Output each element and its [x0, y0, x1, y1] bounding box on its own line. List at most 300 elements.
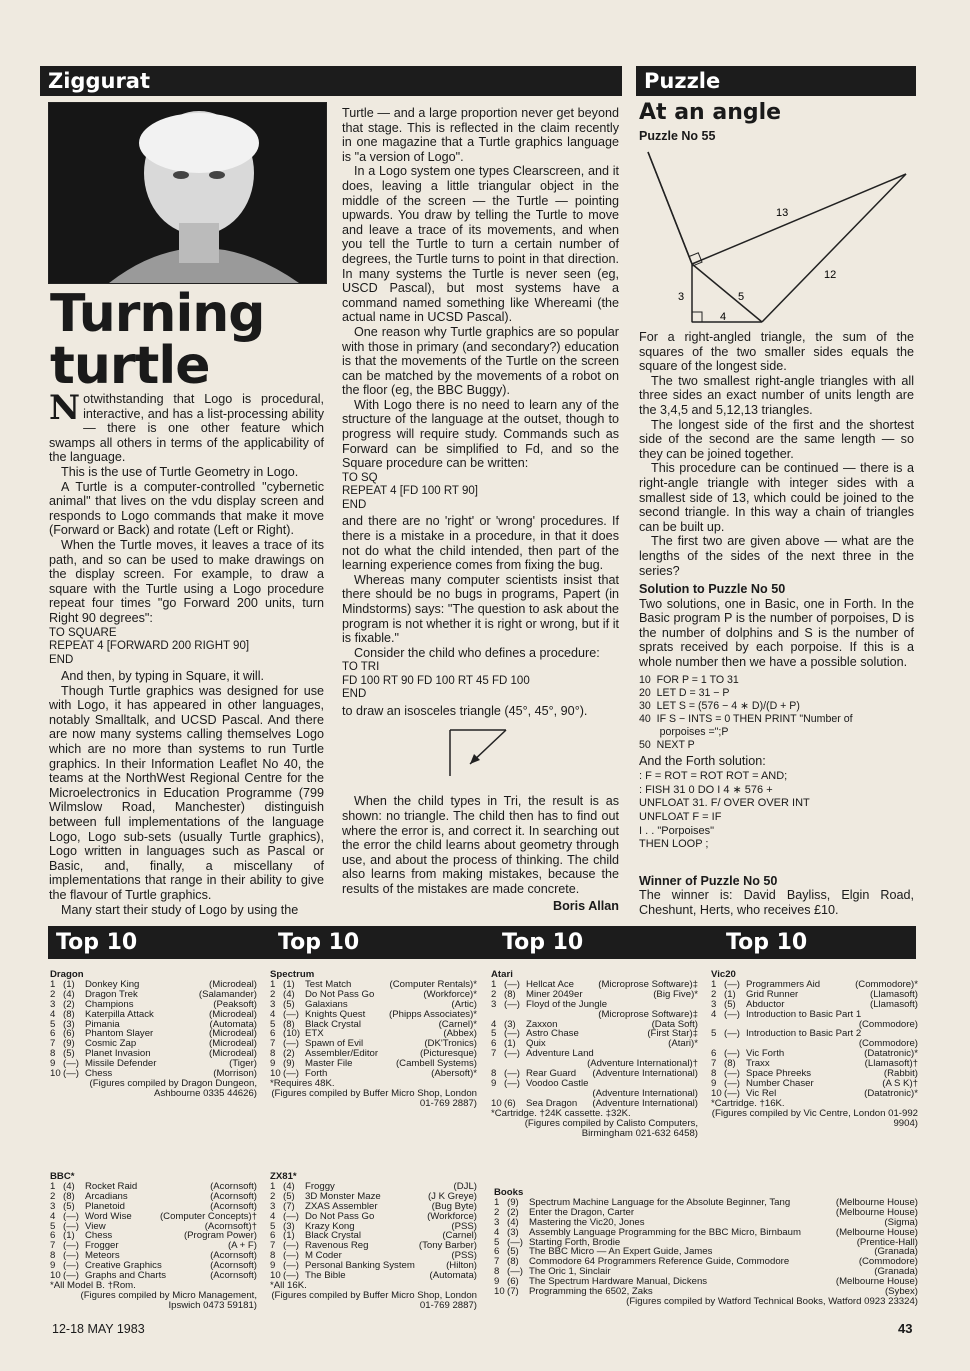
entry-last-week: (2) — [63, 998, 75, 1010]
entry-rank: 9 — [491, 1077, 497, 1089]
entry-last-week: (6) — [504, 1097, 516, 1109]
entry-last-week: (3) — [504, 1018, 516, 1030]
entry-publisher: (Cambell Systems) — [395, 1058, 477, 1070]
entry-publisher: (Prentice-Hall) — [856, 1236, 918, 1248]
chart-entry — [494, 1277, 918, 1287]
entry-title: Zaxxon — [526, 1019, 558, 1030]
entry-rank: 8 — [50, 1250, 56, 1262]
entry-last-week: (3) — [63, 1018, 75, 1030]
entry-last-week: (1) — [283, 978, 295, 990]
entry-rank: 2 — [494, 1206, 500, 1218]
entry-publisher: (Commodore)* — [855, 978, 918, 990]
list-source: (Figures compiled by Calisto Computers, Birmingham 021-632 6458) — [524, 1117, 698, 1139]
entry-rank: 1 — [711, 978, 717, 990]
top10-dragon — [50, 970, 257, 1099]
entry-rank: 4 — [270, 1008, 276, 1020]
entry-rank: 6 — [270, 1230, 276, 1242]
entry-last-week: (—) — [283, 1270, 299, 1282]
entry-publisher: (Commodore) — [858, 1256, 918, 1268]
entry-title: Introduction to Basic Part 2 — [746, 1029, 862, 1040]
article-paragraph: and there are no 'right' or 'wrong' procedures. If there is a mistake in a procedure, in that it does not do what the child intended, then part of the learning experience comes from fixing the bug. — [342, 514, 619, 573]
entry-last-week: (—) — [724, 1068, 740, 1080]
solution-heading: Solution to Puzzle No 50 — [639, 582, 786, 597]
entry-title: Planet Invasion — [85, 1049, 151, 1060]
article-paragraph: Many start their study of Logo by using the — [61, 902, 299, 917]
entry-title: Phantom Slayer — [85, 1029, 154, 1040]
entry-publisher: (Granada) — [874, 1266, 918, 1278]
entry-rank: 2 — [270, 1190, 276, 1202]
entry-last-week: (3) — [507, 1226, 519, 1238]
entry-last-week: (—) — [504, 1068, 520, 1080]
entry-publisher: (PSS) — [451, 1220, 477, 1232]
entry-publisher: (Acornsoft) — [210, 1270, 257, 1282]
top10-books — [494, 1188, 918, 1307]
entry-last-week: (—) — [63, 1220, 79, 1232]
entry-rank: 3 — [494, 1216, 500, 1228]
entry-title — [746, 1020, 859, 1030]
triangle-label-3: 3 — [678, 291, 685, 303]
entry-rank: 8 — [491, 1068, 497, 1080]
entry-last-week: (8) — [507, 1256, 519, 1268]
entry-last-week: (1) — [724, 988, 736, 1000]
list-title: Spectrum — [270, 969, 315, 980]
entry-publisher: (Llamasoft) — [870, 998, 918, 1010]
entry-publisher: (Melbourne House) — [835, 1276, 918, 1288]
entry-last-week: (4) — [507, 1216, 519, 1228]
top10-banner — [48, 926, 916, 959]
entry-publisher: (Tony Barber) — [418, 1240, 477, 1252]
entry-rank: 1 — [494, 1196, 500, 1208]
ziggurat-section-bar — [40, 66, 622, 96]
entry-publisher: (Carnel)* — [438, 1018, 477, 1030]
chart-entry — [491, 1029, 698, 1039]
entry-publisher: (A + F) — [227, 1240, 257, 1252]
entry-publisher: (Hilton) — [446, 1260, 477, 1272]
entry-rank: 8 — [494, 1266, 500, 1278]
entry-title: Creative Graphics — [85, 1261, 162, 1272]
entry-last-week: (—) — [504, 1048, 520, 1060]
chart-entry — [711, 1000, 918, 1010]
entry-rank: 9 — [270, 1058, 276, 1070]
article-paragraph: When the Turtle moves, it leaves a trace of its path, and so can be used to make drawings on the display screen. For example, to draw a square with the Turtle using a Logo procedure repeat four times "go Forward 200 units, turn Right 90 degrees": — [49, 537, 324, 625]
forth-intro: And the Forth solution: — [639, 753, 766, 768]
puzzle-paragraph: This procedure can be continued — there is a right-angle triangle with integer sides with a smallest side of 13, which could be joined to the second triangle. In this way a chain of triangles can be built up. — [639, 461, 914, 534]
puzzle-section-title: Puzzle — [644, 69, 721, 93]
list-note: *Cartridge. †16K. — [711, 1097, 785, 1109]
entry-last-week: (6) — [507, 1276, 519, 1288]
entry-publisher: (Adventure International)† — [587, 1058, 698, 1070]
entry-publisher: (Acornsoft) — [210, 1180, 257, 1192]
entry-rank: 2 — [711, 988, 717, 1000]
entry-title: ZXAS Assembler — [305, 1201, 378, 1212]
article-paragraph: Though Turtle graphics was designed for use with Logo, it has appeared in other languages, notably Smalltalk, and UCSD Pascal. And there are now many systems calling themselves Logo which are no more than systems to run Turtle graphics. In their Information Leaflet No 40, the teams at the NorthWest Regional Centre for the Microelectronics in Education Programme (799 Wilmslow Road, Manchester) distinguish between full implementations of the language Logo, Logo sub-sets (usually Turtle graphics), Logo written in languages such as Pascal or Basic, and, finally, a miscellany of implementations that range in their ability to give the flavour of Turtle graphics. — [49, 683, 324, 902]
triangle-label-13: 13 — [776, 207, 789, 219]
entry-last-week: (7) — [283, 1200, 295, 1212]
entry-last-week: (—) — [504, 1028, 520, 1040]
winner-paragraph: The winner is: David Bayliss, Elgin Road, Cheshunt, Herts, who receives £10. — [639, 888, 914, 917]
entry-last-week: (—) — [504, 998, 520, 1010]
entry-last-week: (8) — [63, 1190, 75, 1202]
entry-publisher: (Salamander) — [198, 988, 257, 1000]
entry-rank: 6 — [491, 1038, 497, 1050]
entry-publisher: (Program Power) — [183, 1230, 257, 1242]
entry-title: Programmers Aid — [746, 979, 821, 990]
top10-atari — [491, 970, 698, 1138]
entry-title: Black Crystal — [305, 1231, 361, 1242]
entry-publisher: (Workforce)* — [423, 988, 477, 1000]
entry-last-week: (3) — [283, 1220, 295, 1232]
entry-publisher: (Automata) — [209, 1018, 257, 1030]
top10-vic20 — [711, 970, 918, 1129]
footer-page-number: 43 — [898, 1321, 913, 1336]
entry-title: Froggy — [305, 1181, 335, 1192]
entry-rank: 6 — [711, 1048, 717, 1060]
entry-rank: 10 — [50, 1068, 61, 1080]
entry-last-week: (6) — [63, 1028, 75, 1040]
entry-publisher: (Tiger) — [229, 1058, 257, 1070]
entry-title: Do Not Pass Go — [305, 989, 375, 1000]
top10-label: Top 10 — [56, 930, 138, 955]
entry-title: Cosmic Zap — [85, 1039, 137, 1050]
entry-publisher: (Microprose Software)‡ — [598, 978, 698, 990]
top10-zx81 — [270, 1172, 477, 1311]
entry-last-week: (5) — [507, 1246, 519, 1258]
article-paragraph: This is the use of Turtle Geometry in Logo. — [61, 464, 299, 479]
list-note: (Figures compiled by Watford Technical Books, Watford 0923 23324) — [626, 1295, 918, 1307]
entry-rank: 7 — [494, 1256, 500, 1268]
entry-last-week: (—) — [283, 1250, 299, 1262]
entry-title: Mastering the Vic20, Jones — [529, 1217, 645, 1228]
entry-publisher: (Automata) — [429, 1270, 477, 1282]
triangle-label-12: 12 — [824, 269, 837, 281]
entry-publisher: (PSS) — [451, 1250, 477, 1262]
entry-title: Grid Runner — [746, 989, 799, 1000]
entry-last-week: (5) — [63, 1200, 75, 1212]
entry-publisher: (Acornsoft) — [210, 1190, 257, 1202]
entry-publisher: (Abbex) — [443, 1028, 477, 1040]
code-listing-sq: TO SQ REPEAT 4 [FD 100 RT 90] END — [342, 471, 478, 511]
entry-publisher: (Commodore) — [858, 1018, 918, 1030]
list-source: (Figures compiled by Buffer Micro Shop, London 01-769 2887) — [271, 1289, 477, 1311]
entry-last-week: (8) — [63, 1008, 75, 1020]
list-note: (Figures compiled by Dragon Dungeon, Ashbourne 0335 44626) — [89, 1077, 257, 1099]
entry-title: Pimania — [85, 1019, 120, 1030]
entry-title: Vic Forth — [746, 1049, 785, 1060]
entry-last-week: (—) — [507, 1266, 523, 1278]
entry-last-week: (—) — [63, 1250, 79, 1262]
entry-title: Master File — [305, 1059, 353, 1070]
entry-title: Hellcat Ace — [526, 979, 574, 990]
entry-title: Forth — [305, 1069, 328, 1079]
entry-rank: 4 — [50, 1210, 56, 1222]
entry-publisher: (Microdeal) — [209, 1038, 257, 1050]
entry-rank: 9 — [50, 1058, 56, 1070]
entry-title: Ravenous Reg — [305, 1241, 369, 1252]
entry-title: Enter the Dragon, Carter — [529, 1207, 635, 1218]
entry-last-week: (—) — [724, 1077, 740, 1089]
entry-rank: 10 — [270, 1068, 281, 1080]
entry-last-week: (5) — [283, 1190, 295, 1202]
entry-rank: 2 — [270, 988, 276, 1000]
solution-paragraph: Two solutions, one in Basic, one in Forth. In the Basic program P is the number of porpoises, D is the number of dolphins and S is the number of sprats received by each porpoise. If this is a whole number then we have a possible solution. — [639, 596, 914, 670]
entry-rank: 8 — [270, 1048, 276, 1060]
triangle-label-4: 4 — [720, 311, 727, 323]
chart-entry — [50, 1231, 257, 1241]
article-paragraph: Turtle — and a large proportion never get beyond that stage. This is reflected in the claim recently in one magazine that a Turtle graphics language is "a version of Logo". — [342, 106, 619, 164]
entry-last-week: (4) — [283, 1180, 295, 1192]
entry-rank: 3 — [491, 998, 497, 1010]
entry-rank: 3 — [270, 998, 276, 1010]
article-paragraph: With Logo there is no need to learn any of the structure of the language at the outset, though to progress will require study. Commands such as Forward can be simplified to Fd, and so the Square procedure can be written: — [342, 397, 619, 471]
entry-rank: 7 — [50, 1240, 56, 1252]
entry-last-week: (5) — [724, 998, 736, 1010]
entry-publisher: (Llamasoft) — [870, 988, 918, 1000]
top10-label: Top 10 — [726, 930, 808, 955]
chart-entry — [494, 1238, 918, 1248]
puzzle-number: Puzzle No 55 — [639, 129, 716, 143]
entry-last-week: (4) — [63, 988, 75, 1000]
author-photo — [48, 102, 327, 284]
entry-last-week: (—) — [63, 1210, 79, 1222]
entry-publisher: (Acornsoft) — [210, 1250, 257, 1262]
entry-last-week: (9) — [283, 1058, 295, 1070]
entry-last-week: (—) — [63, 1058, 79, 1070]
entry-title: Chess — [85, 1231, 113, 1242]
top10-bbc — [50, 1172, 257, 1311]
entry-rank: 9 — [270, 1260, 276, 1272]
puzzle-paragraph: For a right-angled triangle, the sum of the squares of the two smaller sides equals the square of the longest side. — [639, 330, 914, 374]
entry-publisher: (Microdeal) — [209, 978, 257, 990]
article-paragraph: Notwithstanding that Logo is procedural, interactive, and has a list-processing ability — there is one other feature which swamps all others in terms of the applicability of the language. — [49, 388, 324, 465]
turtle-tri-drawing — [342, 724, 619, 786]
entry-rank: 5 — [50, 1220, 56, 1232]
entry-publisher: (Microdeal) — [209, 1008, 257, 1020]
entry-rank: 1 — [270, 978, 276, 990]
article-paragraph: When the child types in Tri, the result is as shown: no triangle. The child then has to find out where the error is, and correct it. In searching out the error the child learns about geometry through use, and about the process of thinking. The child also learns from making mistakes, because the results of the mistakes are made concrete. — [342, 794, 619, 896]
entry-last-week: (—) — [283, 1260, 299, 1272]
entry-last-week: (9) — [63, 1038, 75, 1050]
entry-title: Missile Defender — [85, 1059, 157, 1070]
entry-title: Krazy Kong — [305, 1221, 355, 1232]
entry-last-week: (2) — [283, 1048, 295, 1060]
chart-entry — [270, 1212, 477, 1222]
entry-publisher: (Microdeal) — [209, 1048, 257, 1060]
entry-rank: 5 — [50, 1018, 56, 1030]
article-column-1 — [49, 388, 324, 917]
article-paragraph: Whereas many computer scientists insist that there should be no bugs in programs, Papert (in Mindstorms) says: "The question to ask about the program is not whether it is right or wrong, but if it is fixable." — [342, 572, 619, 646]
headline-line-1: Turning — [50, 284, 265, 344]
entry-last-week: (—) — [724, 1048, 740, 1060]
entry-rank: 10 — [494, 1286, 505, 1298]
headline — [50, 284, 320, 396]
entry-title: Space Phreeks — [746, 1069, 812, 1079]
list-note: *All Model B. †Rom. — [50, 1279, 136, 1291]
list-note: *Requires 48K. — [270, 1077, 335, 1089]
code-listing-square: TO SQUARE REPEAT 4 [FORWARD 200 RIGHT 90] END — [49, 626, 250, 666]
entry-title: Katerpilla Attack — [85, 1009, 154, 1020]
entry-title: Frogger — [85, 1241, 119, 1252]
entry-publisher: (Llamasoft)† — [864, 1058, 918, 1070]
article-paragraph: In a Logo system one types Clearscreen, and it does, leaving a little triangular object in the middle of the screen — the Turtle — pointing upwards. You draw by telling the Turtle to move and leave a trace of its movements, and when you tell the Turtle to turn a certain number of degrees, the Turtle turns to point in that direction. In many systems the Turtle is never seen (eg, USCD Pascal), but most systems have a command named something like Whereami (the actual name in UCSD Pascal). — [342, 164, 619, 325]
entry-publisher: (Melbourne House) — [835, 1206, 918, 1218]
entry-title: Spawn of Evil — [305, 1039, 364, 1050]
list-title: Books — [494, 1187, 524, 1198]
top10-label: Top 10 — [502, 930, 584, 955]
entry-publisher: (Sigma) — [884, 1216, 918, 1228]
entry-rank: 10 — [50, 1270, 61, 1282]
entry-last-week: (9) — [507, 1196, 519, 1208]
entry-last-week: (—) — [283, 1210, 299, 1222]
entry-publisher: (Rabbit) — [883, 1068, 918, 1080]
entry-rank: 7 — [491, 1048, 497, 1060]
entry-title: Black Crystal — [305, 1019, 361, 1030]
list-title: ZX81* — [270, 1171, 297, 1182]
entry-publisher: (Microprose Software)‡ — [598, 1008, 698, 1020]
entry-rank: 1 — [50, 1180, 56, 1192]
entry-rank: 10 — [491, 1097, 502, 1109]
entry-last-week: (—) — [724, 1008, 740, 1020]
entry-publisher: (J K Greye) — [427, 1190, 477, 1202]
footer-date: 12-18 MAY 1983 — [52, 1322, 145, 1336]
entry-title: Astro Chase — [526, 1029, 579, 1040]
entry-publisher: (Granada) — [874, 1246, 918, 1258]
entry-publisher: (Sybex) — [884, 1286, 918, 1298]
entry-title: Word Wise — [85, 1211, 132, 1222]
entry-publisher: (Acornsoft)† — [204, 1220, 257, 1232]
entry-last-week: (—) — [283, 1240, 299, 1252]
article-paragraph: And then, by typing in Square, it will. — [61, 669, 265, 683]
entry-title: The Oric 1, Sinclair — [529, 1267, 611, 1278]
entry-title: Voodoo Castle — [526, 1078, 589, 1089]
entry-rank: 6 — [494, 1246, 500, 1258]
list-title: Atari — [491, 969, 513, 980]
entry-title: Number Chaser — [746, 1078, 814, 1089]
entry-last-week: (1) — [63, 978, 75, 990]
entry-rank: 5 — [270, 1018, 276, 1030]
entry-rank: 1 — [50, 978, 56, 990]
entry-publisher: (Microdeal) — [209, 1028, 257, 1040]
entry-last-week: (—) — [283, 1038, 299, 1050]
entry-publisher: (DK'Tronics) — [424, 1038, 477, 1050]
entry-last-week: (1) — [504, 1038, 516, 1050]
entry-last-week: (—) — [504, 1077, 520, 1089]
entry-rank: 7 — [270, 1038, 276, 1050]
entry-rank: 2 — [491, 988, 497, 1000]
entry-last-week: (—) — [283, 1068, 299, 1080]
photo-portrait — [49, 103, 326, 283]
code-listing-tri: TO TRI FD 100 RT 90 FD 100 RT 45 FD 100 END — [342, 661, 530, 701]
entry-rank: 5 — [494, 1236, 500, 1248]
entry-last-week: (—) — [504, 978, 520, 990]
list-title: BBC* — [50, 1171, 75, 1182]
entry-publisher: (First Star)‡ — [647, 1028, 698, 1040]
entry-publisher: (Acornsoft) — [210, 1260, 257, 1272]
entry-rank: 8 — [711, 1068, 717, 1080]
entry-last-week: (1) — [63, 1230, 75, 1242]
entry-rank: 1 — [491, 978, 497, 990]
entry-title: Programming the 6502, Zaks — [529, 1287, 653, 1297]
forth-listing: : F = ROT = ROT ROT = AND; : FISH 31 0 DO I 4 ∗ 576 + UNFLOAT 31. F/ OVER OVER INT UNFLOAT F = IF I . . "Porpoises" THEN LOOP ; — [639, 770, 810, 851]
entry-title: Introduction to Basic Part 1 — [746, 1009, 862, 1020]
chart-entry — [494, 1208, 918, 1218]
list-source: (Figures compiled by Buffer Micro Shop, London 01-769 2887) — [271, 1087, 477, 1109]
entry-rank: 3 — [50, 998, 56, 1010]
puzzle-section-bar — [636, 66, 916, 96]
entry-title: Personal Banking System — [305, 1261, 415, 1272]
entry-rank: 6 — [50, 1028, 56, 1040]
entry-publisher: (Carnel) — [442, 1230, 477, 1242]
chart-entry — [494, 1228, 918, 1238]
top10-spectrum — [270, 970, 477, 1109]
entry-title: Traxx — [746, 1059, 770, 1070]
entry-title: The Spectrum Hardware Manual, Dickens — [529, 1277, 708, 1288]
entry-last-week: (—) — [63, 1260, 79, 1272]
entry-rank: 4 — [491, 1018, 497, 1030]
entry-publisher: (Computer Rentals)* — [389, 978, 477, 990]
entry-rank: 8 — [270, 1250, 276, 1262]
entry-title: Galaxians — [305, 999, 348, 1010]
entry-publisher: (Morrison) — [213, 1068, 257, 1080]
entry-last-week: (4) — [63, 1180, 75, 1192]
article-paragraph: to draw an isosceles triangle (45°, 45°, 90°). — [342, 703, 588, 718]
entry-title: Assembler/Editor — [305, 1049, 379, 1060]
entry-title — [526, 1010, 598, 1020]
entry-title: M Coder — [305, 1251, 342, 1262]
list-title: Dragon — [50, 969, 84, 980]
entry-publisher: (Artic) — [451, 998, 477, 1010]
entry-publisher: (Adventure International) — [592, 1097, 698, 1109]
drop-cap: N — [49, 388, 81, 428]
entry-publisher: (Workforce) — [427, 1210, 477, 1222]
entry-rank: 9 — [50, 1260, 56, 1272]
entry-title: Chess — [85, 1069, 113, 1079]
entry-title: The BBC Micro — An Expert Guide, James — [529, 1247, 713, 1258]
entry-rank: 4 — [270, 1210, 276, 1222]
triangle-diagram — [636, 144, 916, 330]
entry-rank: 6 — [50, 1230, 56, 1242]
entry-last-week: (10) — [283, 1028, 301, 1040]
entry-rank: 6 — [270, 1028, 276, 1040]
entry-title: Graphs and Charts — [85, 1271, 167, 1281]
entry-title: View — [85, 1221, 106, 1232]
entry-last-week: (—) — [283, 1008, 299, 1020]
entry-rank: 4 — [50, 1008, 56, 1020]
headline-line-2: turtle — [50, 336, 210, 396]
entry-title: 3D Monster Maze — [305, 1191, 381, 1202]
entry-rank: 3 — [711, 998, 717, 1010]
tri-diagram — [342, 724, 619, 786]
entry-title: Planetoid — [85, 1201, 126, 1212]
entry-title: Adventure Land — [526, 1049, 594, 1060]
ziggurat-section-title: Ziggurat — [48, 69, 151, 93]
chart-entry — [270, 990, 477, 1000]
entry-last-week: (—) — [724, 1087, 740, 1099]
entry-publisher: (Atari)* — [668, 1038, 698, 1050]
entry-title: Commodore 64 Programmers Reference Guide, Commodore — [529, 1257, 790, 1268]
entry-last-week: (4) — [283, 988, 295, 1000]
entry-last-week: (7) — [507, 1286, 519, 1298]
entry-last-week: (8) — [283, 1018, 295, 1030]
entry-rank: 10 — [270, 1270, 281, 1282]
entry-title: Floyd of the Jungle — [526, 999, 608, 1010]
entry-title — [746, 1039, 859, 1049]
article-column-2 — [342, 106, 619, 913]
entry-last-week: (—) — [507, 1236, 523, 1248]
entry-rank: 4 — [494, 1226, 500, 1238]
list-note: *All 16K. — [270, 1279, 307, 1291]
entry-rank: 7 — [50, 1038, 56, 1050]
puzzle-paragraph: The first two are given above — what are the lengths of the sides of the next three in the series? — [639, 534, 914, 578]
